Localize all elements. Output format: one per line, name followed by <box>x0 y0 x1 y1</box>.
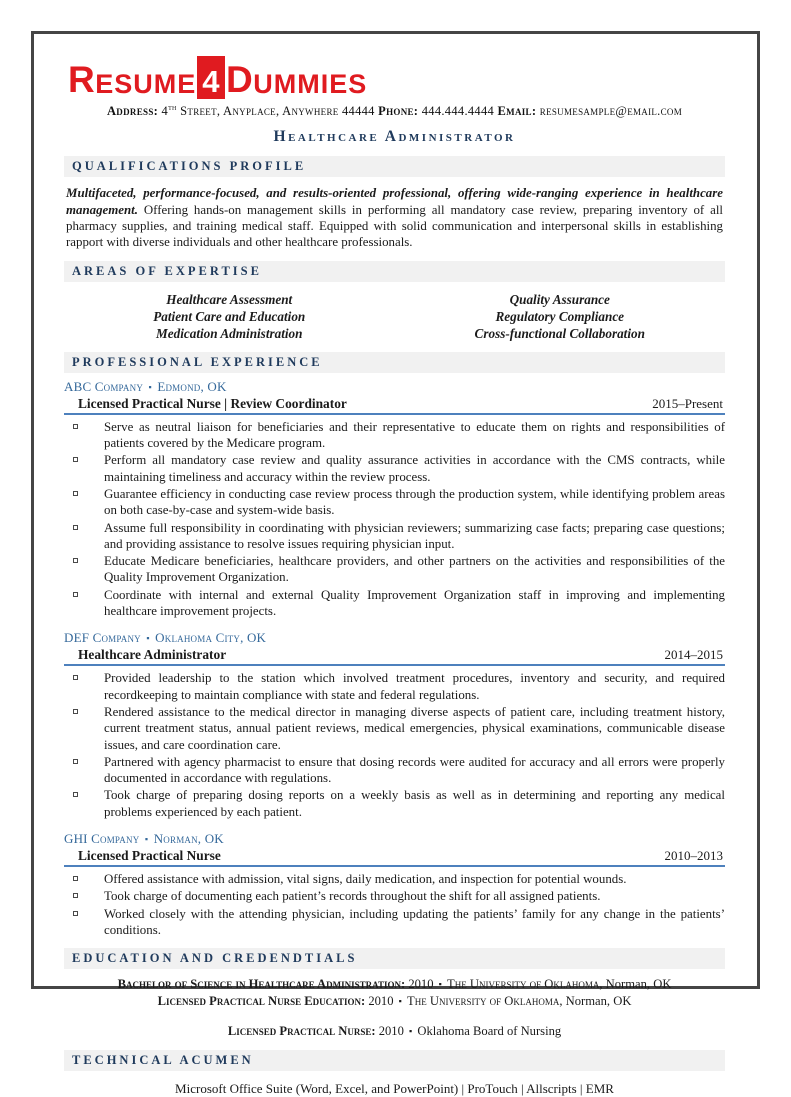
job-location: Norman, OK <box>153 831 224 847</box>
bullet-text: Serve as neutral liaison for beneficiaries and their representative to educate them on rights and responsibilities of patients covered by the Medicare program. <box>104 419 725 451</box>
job-entry-def <box>64 630 725 820</box>
square-bullet-icon <box>73 525 78 530</box>
square-separator-icon: ▪ <box>438 979 442 990</box>
job-bullet-list <box>64 670 725 820</box>
certification-label: Licensed Practical Nurse: <box>227 1024 376 1039</box>
bullet-text: Provided leadership to the station which involved treatment procedures, inventory and security, and required recordkeeping to maintain compliance with state and federal regulations. <box>104 671 725 702</box>
bullet-item <box>64 486 725 519</box>
expertise-columns <box>64 291 725 342</box>
qualifications-lead: Multifaceted, performance-focused, and results-oriented professional, offering wide-ranging experience in healthcare management. <box>66 186 723 217</box>
expertise-item: Medication Administration <box>156 325 303 341</box>
certification-year: 2010 <box>378 1024 404 1039</box>
job-title: Healthcare Administrator <box>78 647 227 663</box>
degree-label: Licensed Practical Nurse Education: <box>157 994 366 1009</box>
bullet-text: Rendered assistance to the medical director in managing diverse aspects of patient care, including treatment history, current treatment status, annual patient reviews, medical emergencies, physical examinations, communicable disease issues, and care coordination care. <box>104 704 725 752</box>
bullet-text: Partnered with agency pharmacist to ensure that dosing records were audited for accuracy and all errors were properly documented in accordance with regulations. <box>104 754 725 786</box>
square-bullet-icon <box>73 876 78 881</box>
address-value: Street, Anyplace, Anywhere 44444 <box>180 104 375 119</box>
bullet-text: Coordinate with internal and external Quality Improvement Organization staff in improving and implementing healthcare improvement projects. <box>104 587 725 619</box>
square-bullet-icon <box>73 424 78 429</box>
address-label: Address: <box>106 104 159 119</box>
section-header-qualifications: QUALIFICATIONS PROFILE <box>64 156 725 177</box>
bullet-item <box>64 704 725 753</box>
bullet-item <box>64 871 725 887</box>
square-separator-icon: ▪ <box>148 381 152 392</box>
section-header-education: EDUCATION AND CREDENDTIALS <box>64 948 725 969</box>
square-bullet-icon <box>73 457 78 462</box>
job-dates: 2015–Present <box>652 395 723 411</box>
expertise-item: Quality Assurance <box>509 291 610 307</box>
qualifications-text <box>64 185 725 251</box>
bullet-text: Guarantee efficiency in conducting case review process through the production system, while identifying problem areas on both case-by-case and system-wide basis. <box>104 486 725 518</box>
square-separator-icon: ▪ <box>409 1026 413 1037</box>
institution-name: The University of Oklahoma, <box>447 977 603 992</box>
job-location: Edmond, OK <box>157 378 227 394</box>
institution-location: Norman, OK <box>565 994 632 1009</box>
skills-line: Microsoft Office Suite (Word, Excel, and PowerPoint) | ProTouch | Allscripts | EMR <box>175 1081 614 1097</box>
job-dates: 2014–2015 <box>664 647 723 663</box>
bullet-item <box>64 520 725 553</box>
bullet-item <box>64 452 725 485</box>
bullet-text: Perform all mandatory case review and quality assurance activities in accordance with the CMS contracts, while maintaining timeliness and accuracy within the review process. <box>104 453 725 484</box>
square-bullet-icon <box>73 491 78 496</box>
company-line <box>64 831 725 847</box>
job-bullet-list <box>64 871 725 938</box>
qualifications-body: Offering hands-on management skills in performing all mandatory case review, preparing inventory of all pharmacy supplies, and training medical staff. Equipped with solid communication and interpersonal skills in establishing rapport with diverse individuals and other healthcare professionals. <box>66 202 723 250</box>
resume-page <box>31 31 760 1097</box>
expertise-item: Healthcare Assessment <box>166 291 293 307</box>
job-title: Licensed Practical Nurse <box>78 848 221 864</box>
email-label: Email: <box>497 104 537 119</box>
expertise-item: Regulatory Compliance <box>495 308 625 324</box>
job-title-row <box>64 647 725 666</box>
job-entry-abc <box>64 379 725 620</box>
resume4dummies-logo <box>68 46 725 98</box>
institution-name: The University of Oklahoma, <box>407 994 563 1009</box>
address-number: 4 <box>161 104 169 119</box>
square-bullet-icon <box>73 792 78 797</box>
job-dates: 2010–2013 <box>664 848 723 864</box>
logo-text: UMMIES <box>253 69 368 99</box>
square-bullet-icon <box>73 558 78 563</box>
bullet-text: Offered assistance with admission, vital signs, daily medication, and inspection for potential wounds. <box>104 872 627 887</box>
bullet-text: Worked closely with the attending physician, including updating the patients’ family for any change in the patients’ conditions. <box>104 906 725 937</box>
address-ordinal: th <box>168 103 177 112</box>
email-value: resumesample@email.com <box>539 104 683 119</box>
logo-letter: D <box>226 59 254 100</box>
square-bullet-icon <box>73 893 78 898</box>
job-bullet-list <box>64 419 725 620</box>
bullet-item <box>64 754 725 787</box>
expertise-list-right <box>395 291 726 342</box>
bullet-item <box>64 670 725 703</box>
expertise-item: Cross-functional Collaboration <box>474 325 645 341</box>
section-header-expertise: AREAS OF EXPERTISE <box>64 261 725 282</box>
square-bullet-icon <box>73 709 78 714</box>
bullet-item <box>64 906 725 939</box>
square-bullet-icon <box>73 911 78 916</box>
institution-location: Norman, OK <box>605 977 672 992</box>
education-entry <box>64 993 725 1010</box>
bullet-item <box>64 787 725 820</box>
degree-label: Bachelor of Science in Healthcare Administration: <box>117 977 406 992</box>
bullet-item <box>64 419 725 452</box>
bullet-item <box>64 888 725 904</box>
job-location: Oklahoma City, OK <box>155 630 267 646</box>
phone-label: Phone: <box>378 104 419 119</box>
phone-value: 444.444.4444 <box>421 104 495 119</box>
logo-text: ESUME <box>95 69 197 99</box>
bullet-text: Assume full responsibility in coordinating with physician reviewers; summarizing case facts; preparing case questions; and providing assistance to resolve issues requiring physician input. <box>104 520 725 551</box>
bullet-item <box>64 587 725 620</box>
square-bullet-icon <box>73 592 78 597</box>
bullet-text: Took charge of preparing dosing reports on a weekly basis as well as in determining and reporting any medical problems experienced by each patient. <box>104 788 725 819</box>
logo-four-badge: 4 <box>197 56 225 99</box>
expertise-list-left <box>64 291 395 342</box>
square-separator-icon: ▪ <box>144 834 149 845</box>
certification-entry <box>64 1023 725 1040</box>
square-separator-icon: ▪ <box>146 633 150 644</box>
company-name: ABC Company <box>64 378 144 394</box>
square-bullet-icon <box>73 759 78 764</box>
company-name: GHI Company <box>64 831 140 847</box>
company-line <box>64 630 725 646</box>
bullet-item <box>64 553 725 586</box>
company-name: DEF Company <box>64 630 141 646</box>
section-header-technical: TECHNICAL ACUMEN <box>64 1050 725 1071</box>
logo-letter: R <box>68 59 96 100</box>
bullet-text: Educate Medicare beneficiaries, healthcare providers, and other partners on the activities and responsibilities of the Quality Improvement Organization. <box>104 554 725 585</box>
degree-year: 2010 <box>368 994 394 1009</box>
education-entry <box>64 976 725 993</box>
education-entries <box>64 976 725 1010</box>
job-title-row <box>64 848 725 867</box>
degree-year: 2010 <box>408 977 434 992</box>
square-bullet-icon <box>73 675 78 680</box>
square-separator-icon: ▪ <box>398 996 402 1007</box>
section-header-experience: PROFESSIONAL EXPERIENCE <box>64 352 725 373</box>
job-title: Licensed Practical Nurse | Review Coordinator <box>78 395 347 411</box>
company-line <box>64 379 725 395</box>
bullet-text: Took charge of documenting each patient’s records throughout the shift for all assigned patients. <box>104 889 601 904</box>
certification-issuer: Oklahoma Board of Nursing <box>417 1024 562 1039</box>
job-title-row <box>64 396 725 415</box>
expertise-item: Patient Care and Education <box>153 308 306 324</box>
job-entry-ghi <box>64 831 725 938</box>
page-title: Healthcare Administrator <box>273 128 516 146</box>
contact-line <box>64 103 725 119</box>
